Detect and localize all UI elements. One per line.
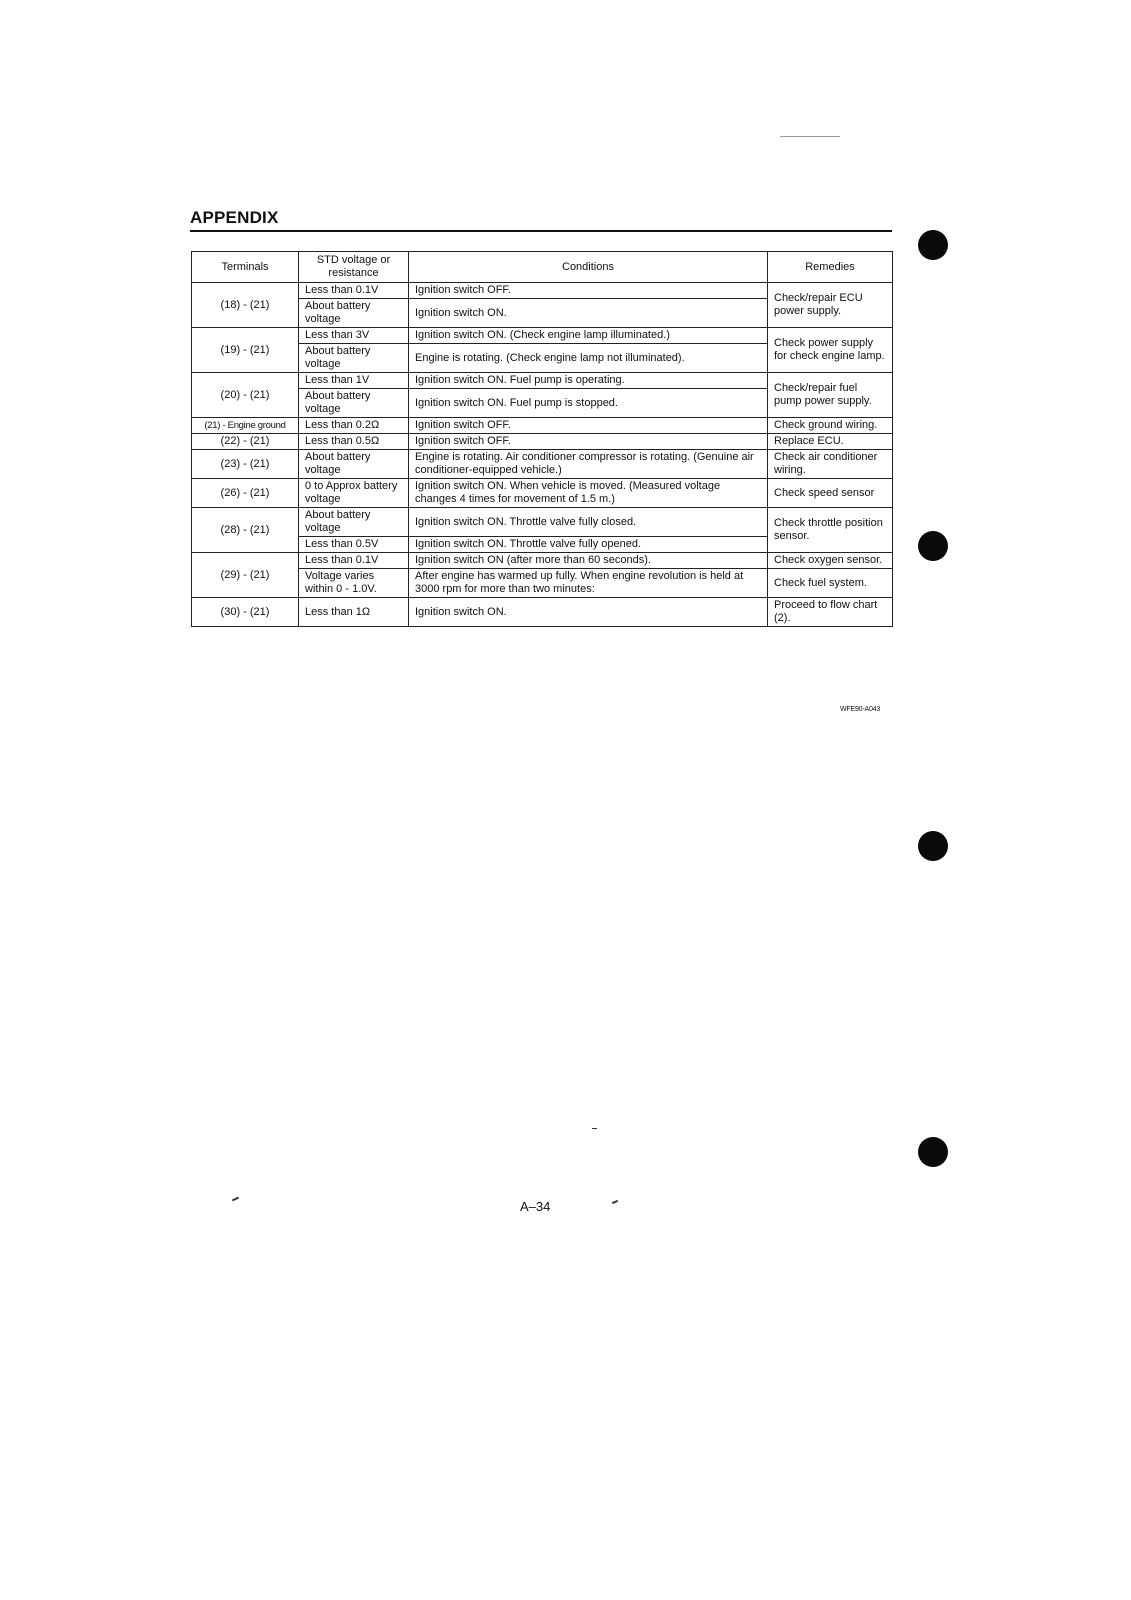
condition-cell: Ignition switch ON.: [409, 299, 768, 328]
scan-speck: [232, 1197, 239, 1202]
terminal-cell: (28) - (21): [192, 508, 299, 553]
terminal-cell: (30) - (21): [192, 598, 299, 627]
condition-cell: Ignition switch OFF.: [409, 434, 768, 450]
binder-hole: [918, 230, 948, 260]
terminal-cell: (23) - (21): [192, 450, 299, 479]
diagnosis-table: [191, 251, 893, 627]
section-title: APPENDIX: [190, 208, 279, 227]
scan-speck: [592, 1128, 597, 1129]
condition-cell: Ignition switch ON. Fuel pump is stopped.: [409, 389, 768, 418]
remedy-cell: Proceed to flow chart (2).: [768, 598, 893, 627]
scan-speck: [612, 1200, 618, 1204]
condition-cell: Ignition switch ON. Throttle valve fully closed.: [409, 508, 768, 537]
table-row: [192, 479, 893, 508]
condition-cell: Ignition switch ON. When vehicle is moved. (Measured voltage changes 4 times for movement of 1.5 m.): [409, 479, 768, 508]
table-row: [192, 283, 893, 299]
std-value-cell: About battery voltage: [299, 299, 409, 328]
std-value-cell: Less than 3V: [299, 328, 409, 344]
remedy-cell: Check air conditioner wiring.: [768, 450, 893, 479]
terminal-cell: (20) - (21): [192, 373, 299, 418]
terminal-cell: (29) - (21): [192, 553, 299, 598]
remedy-cell: Check oxygen sensor.: [768, 553, 893, 569]
title-rule: [190, 230, 892, 232]
table-row: [192, 434, 893, 450]
terminal-cell: (26) - (21): [192, 479, 299, 508]
table-row: [192, 450, 893, 479]
std-value-cell: About battery voltage: [299, 389, 409, 418]
condition-cell: After engine has warmed up fully. When engine revolution is held at 3000 rpm for more than two minutes:: [409, 569, 768, 598]
remedy-cell: Check ground wiring.: [768, 418, 893, 434]
table-row: [192, 553, 893, 569]
std-value-cell: Less than 1Ω: [299, 598, 409, 627]
table-row: [192, 373, 893, 389]
terminal-cell: (22) - (21): [192, 434, 299, 450]
scan-speck: [780, 136, 840, 137]
std-value-cell: Less than 0.5V: [299, 537, 409, 553]
condition-cell: Ignition switch ON (after more than 60 seconds).: [409, 553, 768, 569]
figure-reference-code: WFE90-A043: [840, 706, 881, 713]
table-row: [192, 328, 893, 344]
std-value-cell: Less than 0.5Ω: [299, 434, 409, 450]
std-value-cell: About battery voltage: [299, 450, 409, 479]
column-header-std-voltage: STD voltage or resistance: [299, 252, 409, 283]
remedy-cell: Check/repair fuel pump power supply.: [768, 373, 893, 418]
remedy-cell: Check fuel system.: [768, 569, 893, 598]
std-value-cell: About battery voltage: [299, 344, 409, 373]
std-value-cell: Less than 0.2Ω: [299, 418, 409, 434]
std-value-cell: About battery voltage: [299, 508, 409, 537]
condition-cell: Ignition switch ON. Fuel pump is operating.: [409, 373, 768, 389]
condition-cell: Engine is rotating. (Check engine lamp not illuminated).: [409, 344, 768, 373]
binder-hole: [918, 831, 948, 861]
std-value-cell: Less than 0.1V: [299, 283, 409, 299]
terminal-cell: (21) - Engine ground: [192, 418, 299, 434]
table-row: [192, 508, 893, 537]
table-row: [192, 598, 893, 627]
remedy-cell: Check power supply for check engine lamp.: [768, 328, 893, 373]
condition-cell: Ignition switch ON. Throttle valve fully opened.: [409, 537, 768, 553]
remedy-cell: Check/repair ECU power supply.: [768, 283, 893, 328]
condition-cell: Ignition switch ON.: [409, 598, 768, 627]
table-header-row: [192, 252, 893, 283]
binder-hole: [918, 531, 948, 561]
std-value-cell: Less than 1V: [299, 373, 409, 389]
terminal-cell: (18) - (21): [192, 283, 299, 328]
condition-cell: Engine is rotating. Air conditioner compressor is rotating. (Genuine air conditioner-equipped vehicle.): [409, 450, 768, 479]
remedy-cell: Check speed sensor: [768, 479, 893, 508]
column-header-conditions: Conditions: [409, 252, 768, 283]
std-value-cell: Voltage varies within 0 - 1.0V.: [299, 569, 409, 598]
condition-cell: Ignition switch ON. (Check engine lamp illuminated.): [409, 328, 768, 344]
remedy-cell: Replace ECU.: [768, 434, 893, 450]
terminal-cell: (19) - (21): [192, 328, 299, 373]
std-value-cell: Less than 0.1V: [299, 553, 409, 569]
table-row: [192, 418, 893, 434]
remedy-cell: Check throttle position sensor.: [768, 508, 893, 553]
condition-cell: Ignition switch OFF.: [409, 283, 768, 299]
std-value-cell: 0 to Approx battery voltage: [299, 479, 409, 508]
column-header-terminals: Terminals: [192, 252, 299, 283]
binder-hole: [918, 1137, 948, 1167]
condition-cell: Ignition switch OFF.: [409, 418, 768, 434]
column-header-remedies: Remedies: [768, 252, 893, 283]
page-number: A–34: [520, 1199, 551, 1214]
